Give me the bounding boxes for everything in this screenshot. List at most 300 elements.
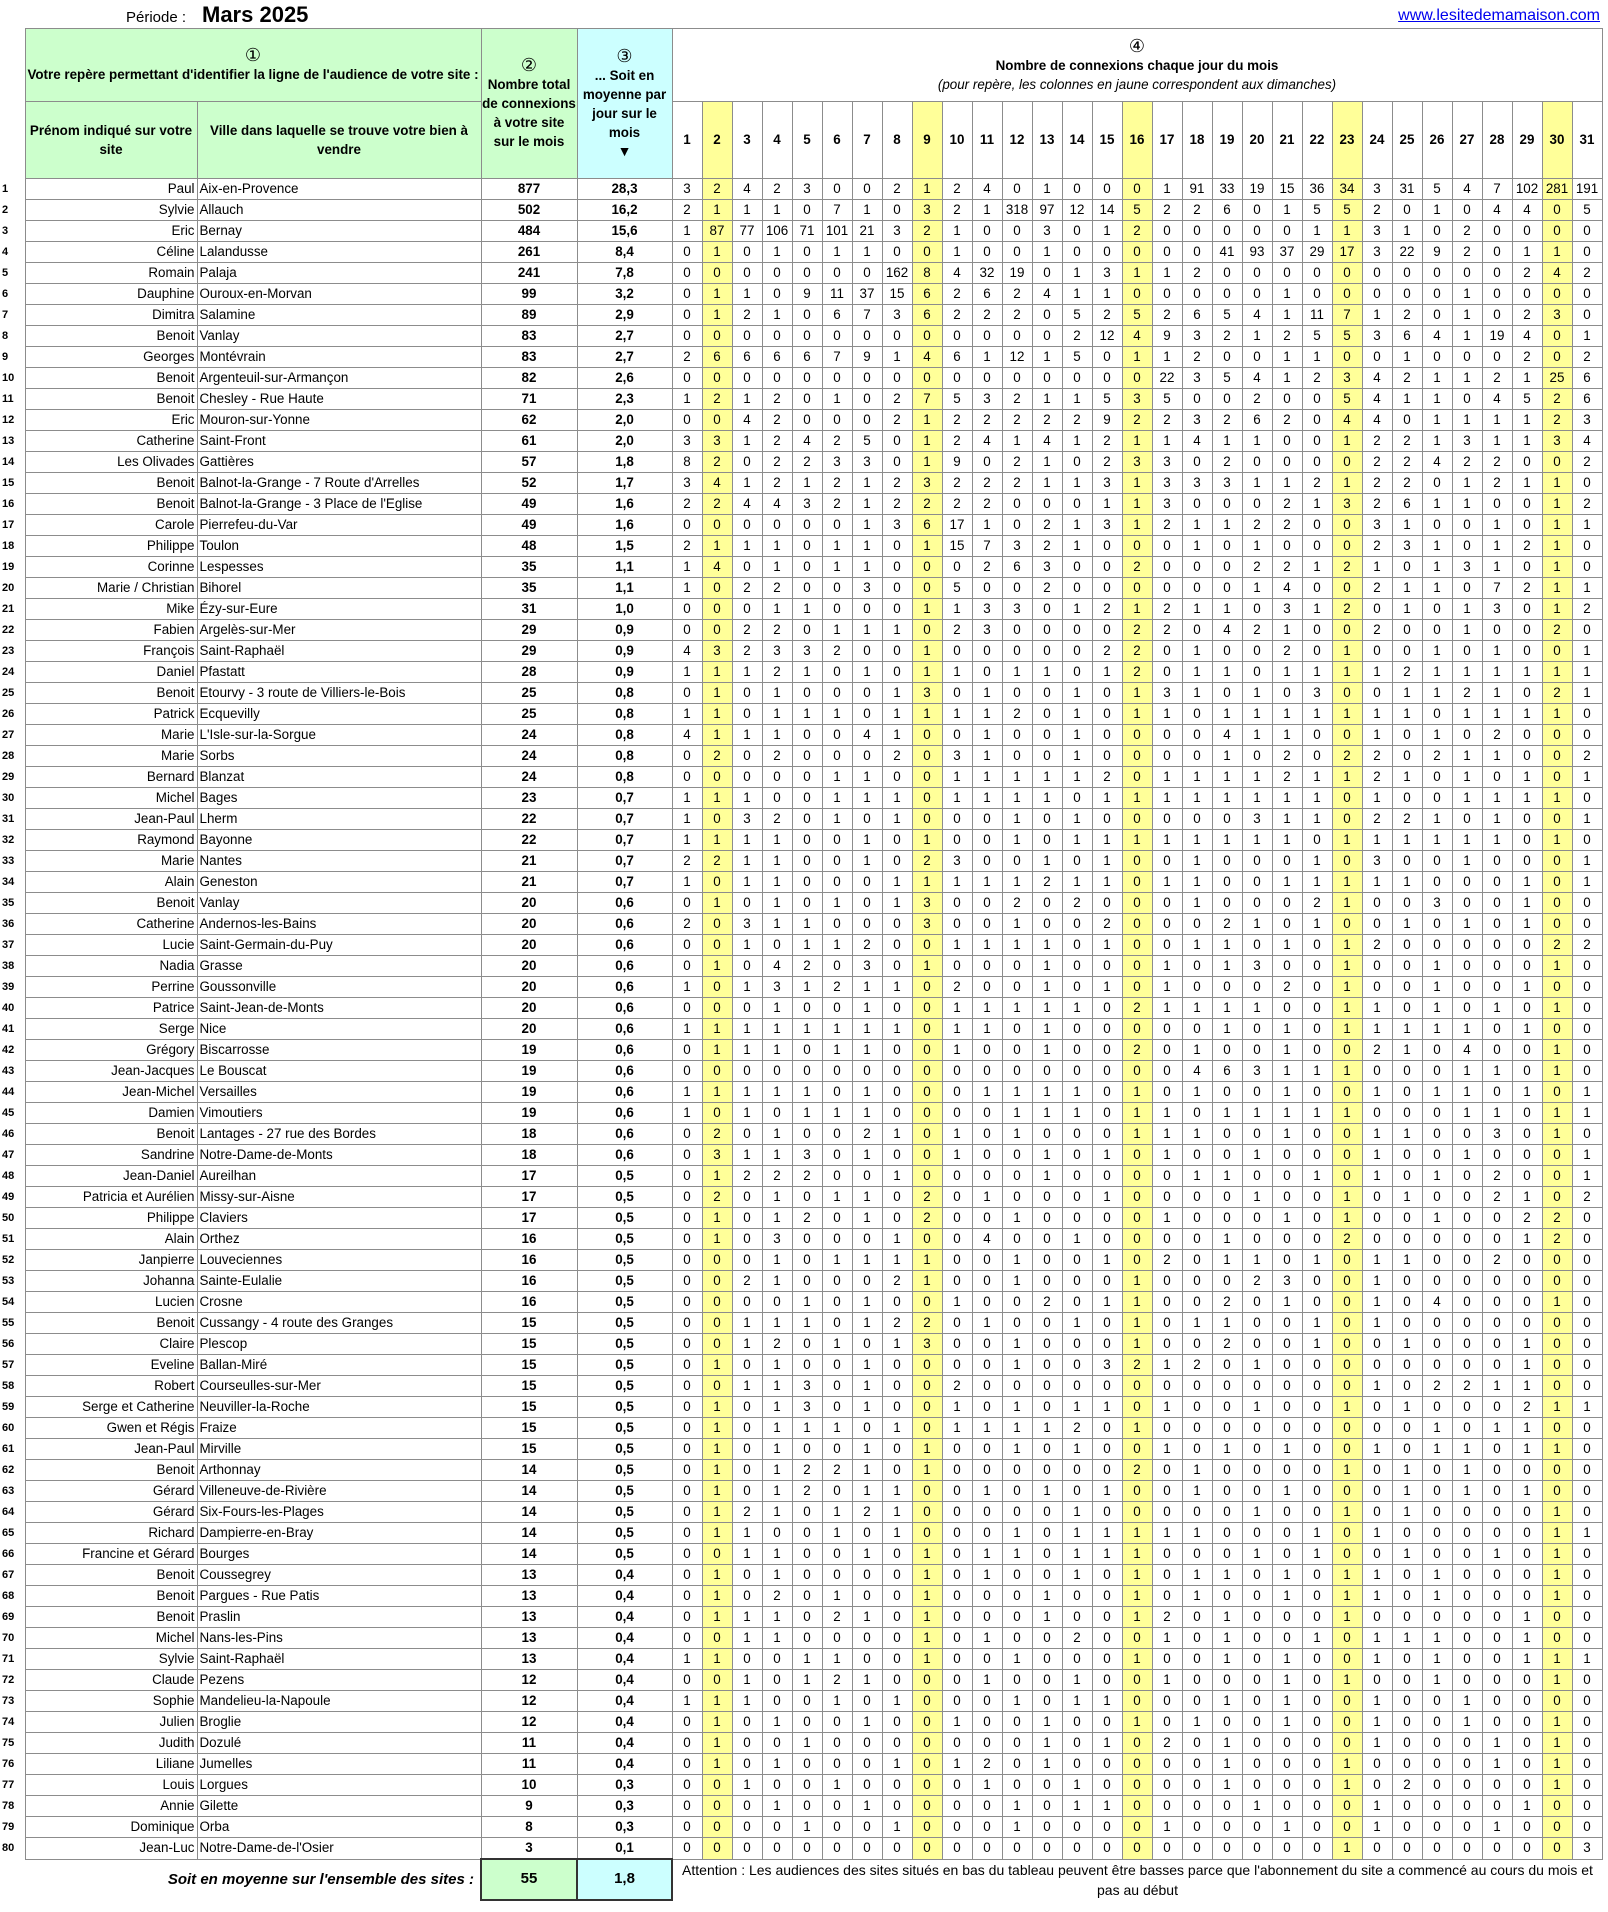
row-number: 42 [2,1044,15,1056]
day-cell: 0 [1272,1754,1302,1775]
city-cell: Etourvy - 3 route de Villiers-le-Bois [197,683,481,704]
average-cell: 0,3 [577,1775,672,1796]
day-cell: 1 [912,1628,942,1649]
day-cell: 0 [1002,1670,1032,1691]
day-cell: 0 [942,368,972,389]
row-number: 75 [2,1737,15,1749]
day-cell: 1 [1452,1103,1482,1124]
day-cell: 0 [1392,1271,1422,1292]
day-cell: 0 [1452,578,1482,599]
day-cell: 1 [1452,704,1482,725]
day-cell: 1 [1002,935,1032,956]
day-cell: 0 [1122,1481,1152,1502]
first-name-cell: Perrine [25,977,197,998]
day-cell: 0 [1332,1271,1362,1292]
day-cell: 1 [762,1565,792,1586]
day-cell: 0 [1302,1040,1332,1061]
day-cell: 0 [942,1208,972,1229]
day-cell: 0 [1032,494,1062,515]
day-cell: 0 [672,284,702,305]
day-cell: 0 [1452,1607,1482,1628]
day-cell: 0 [1422,704,1452,725]
day-cell: 0 [972,1607,1002,1628]
first-name-cell: Robert [25,1376,197,1397]
day-cell: 4 [1212,725,1242,746]
table-row [0,830,1602,851]
day-cell: 2 [1212,326,1242,347]
day-cell: 1 [972,998,1002,1019]
first-name-cell: Benoit [25,683,197,704]
day-cell: 0 [702,935,732,956]
day-cell: 1 [1062,767,1092,788]
day-cell: 0 [702,599,732,620]
day-cell: 1 [762,1145,792,1166]
average-cell: 0,5 [577,1229,672,1250]
day-cell: 3 [1362,179,1392,200]
first-name-cell: Fabien [25,620,197,641]
day-cell: 1 [762,200,792,221]
day-cell: 3 [1182,326,1212,347]
day-cell: 0 [1362,1460,1392,1481]
day-header-31: 31 [1572,102,1602,179]
day-cell: 0 [1392,725,1422,746]
day-cell: 0 [792,578,822,599]
day-cell: 0 [912,1502,942,1523]
day-cell: 0 [672,1712,702,1733]
day-cell: 0 [732,1208,762,1229]
day-cell: 0 [822,1565,852,1586]
day-cell: 2 [1332,557,1362,578]
day-cell: 1 [1362,1313,1392,1334]
day-cell: 1 [1002,914,1032,935]
table-row [0,1103,1602,1124]
day-cell: 1 [972,1544,1002,1565]
day-cell: 0 [732,326,762,347]
day-cell: 3 [732,809,762,830]
day-cell: 0 [1212,347,1242,368]
day-cell: 0 [1122,1796,1152,1817]
average-cell: 0,6 [577,935,672,956]
day-cell: 2 [942,977,972,998]
first-name-cell: Grégory [25,1040,197,1061]
day-cell: 1 [762,1124,792,1145]
day-cell: 0 [1032,1124,1062,1145]
day-cell: 1 [942,1754,972,1775]
footer-average-label: Soit en moyenne sur l'ensemble des sites : [167,1870,474,1888]
total-cell: 18 [481,1124,577,1145]
day-cell: 0 [1152,242,1182,263]
day-cell: 0 [1572,620,1602,641]
day-cell: 0 [852,1166,882,1187]
city-cell: Saint-Raphaël [197,1649,481,1670]
day-cell: 5 [1062,305,1092,326]
city-cell: Ézy-sur-Eure [197,599,481,620]
row-number: 21 [2,603,15,615]
row-number: 67 [2,1569,15,1581]
day-cell: 1 [1392,1628,1422,1649]
day-cell: 1 [1302,662,1332,683]
day-cell: 0 [1242,1166,1272,1187]
day-cell: 0 [1002,620,1032,641]
day-cell: 4 [762,956,792,977]
day-cell: 0 [672,1502,702,1523]
day-cell: 0 [1422,473,1452,494]
day-cell: 0 [822,1796,852,1817]
day-cell: 0 [1392,1418,1422,1439]
first-name-cell: Eric [25,221,197,242]
day-cell: 0 [1182,746,1212,767]
day-cell: 0 [1542,1460,1572,1481]
day-cell: 0 [1572,1796,1602,1817]
day-cell: 0 [1572,1754,1602,1775]
day-cell: 3 [912,1334,942,1355]
day-cell: 1 [1092,935,1122,956]
day-cell: 2 [972,473,1002,494]
day-cell: 1 [1032,1166,1062,1187]
row-number: 76 [2,1758,15,1770]
day-cell: 1 [822,536,852,557]
day-cell: 0 [1032,1670,1062,1691]
day-cell: 0 [1512,1145,1542,1166]
row-number: 15 [2,477,15,489]
day-cell: 0 [1272,1187,1302,1208]
first-name-cell: Alain [25,1229,197,1250]
day-cell: 0 [1032,1628,1062,1649]
day-cell: 2 [1092,452,1122,473]
day-cell: 0 [1512,515,1542,536]
city-cell: Lalandusse [197,242,481,263]
day-cell: 0 [972,1439,1002,1460]
day-cell: 0 [1422,1796,1452,1817]
row-number: 56 [2,1338,15,1350]
day-cell: 0 [1392,1586,1422,1607]
day-cell: 1 [1122,473,1152,494]
average-cell: 0,5 [577,1355,672,1376]
day-cell: 5 [1152,389,1182,410]
day-cell: 1 [852,662,882,683]
day-cell: 0 [792,1124,822,1145]
day-cell: 0 [1332,1376,1362,1397]
day-cell: 0 [732,1187,762,1208]
day-cell: 0 [732,1796,762,1817]
day-cell: 1 [1152,431,1182,452]
day-cell: 0 [972,1586,1002,1607]
day-cell: 0 [1302,1355,1332,1376]
day-cell: 1 [1362,1565,1392,1586]
day-cell: 0 [1002,515,1032,536]
day-cell: 0 [792,1544,822,1565]
day-cell: 0 [852,1334,882,1355]
day-cell: 2 [1572,935,1602,956]
day-cell: 0 [672,410,702,431]
day-cell: 1 [912,179,942,200]
day-cell: 3 [912,200,942,221]
day-cell: 1 [1152,179,1182,200]
day-cell: 0 [1092,1208,1122,1229]
day-cell: 1 [1122,494,1152,515]
day-cell: 1 [672,662,702,683]
day-cell: 0 [1182,1271,1212,1292]
day-cell: 0 [1212,1523,1242,1544]
day-cell: 0 [1332,1313,1362,1334]
city-cell: Grasse [197,956,481,977]
day-cell: 1 [1542,1712,1572,1733]
day-cell: 0 [972,956,1002,977]
day-cell: 0 [1032,1502,1062,1523]
day-cell: 1 [1332,767,1362,788]
day-cell: 2 [732,641,762,662]
day-cell: 2 [1242,620,1272,641]
day-cell: 0 [942,1691,972,1712]
day-cell: 0 [1482,221,1512,242]
day-cell: 0 [1152,284,1182,305]
day-cell: 0 [1572,1292,1602,1313]
day-cell: 0 [1182,1292,1212,1313]
day-cell: 1 [1482,788,1512,809]
day-cell: 1 [1062,1691,1092,1712]
day-cell: 0 [1332,1628,1362,1649]
total-cell: 15 [481,1418,577,1439]
day-cell: 1 [1212,935,1242,956]
day-cell: 0 [792,1796,822,1817]
day-cell: 2 [1152,305,1182,326]
day-cell: 0 [1122,893,1152,914]
day-cell: 1 [1272,347,1302,368]
day-cell: 1 [1152,1523,1182,1544]
day-cell: 0 [1422,1460,1452,1481]
day-cell: 0 [1392,1691,1422,1712]
day-cell: 0 [1062,788,1092,809]
day-cell: 0 [1182,1187,1212,1208]
day-cell: 2 [1482,1250,1512,1271]
day-cell: 0 [972,893,1002,914]
day-cell: 0 [882,1712,912,1733]
city-cell: Saint-Raphaël [197,641,481,662]
day-cell: 0 [732,1061,762,1082]
average-cell: 0,5 [577,1376,672,1397]
day-cell: 1 [852,977,882,998]
day-cell: 1 [1092,788,1122,809]
day-cell: 1 [1422,977,1452,998]
day-cell: 0 [1482,872,1512,893]
day-cell: 0 [1302,1796,1332,1817]
day-cell: 0 [972,641,1002,662]
day-cell: 2 [942,179,972,200]
day-cell: 0 [972,1796,1002,1817]
day-cell: 0 [1152,746,1182,767]
row-number: 24 [2,666,15,678]
day-cell: 1 [822,788,852,809]
day-cell: 0 [1452,1334,1482,1355]
day-cell: 0 [882,1670,912,1691]
day-cell: 1 [1452,326,1482,347]
total-cell: 24 [481,725,577,746]
average-cell: 2,7 [577,347,672,368]
day-cell: 1 [1182,851,1212,872]
day-cell: 4 [702,473,732,494]
day-cell: 0 [1332,1817,1362,1838]
day-cell: 1 [1422,1586,1452,1607]
day-cell: 2 [702,494,732,515]
day-cell: 6 [1212,200,1242,221]
day-cell: 1 [1392,683,1422,704]
day-cell: 1 [1542,1439,1572,1460]
city-cell: Geneston [197,872,481,893]
table-row [0,1208,1602,1229]
day-cell: 1 [1482,704,1512,725]
table-row [0,389,1602,410]
row-number: 49 [2,1191,15,1203]
day-cell: 0 [1092,704,1122,725]
day-cell: 1 [1062,515,1092,536]
day-cell: 1 [1482,1418,1512,1439]
day-cell: 3 [1332,494,1362,515]
day-cell: 1 [762,704,792,725]
footer-spacer [0,1859,25,1900]
day-cell: 0 [942,1523,972,1544]
day-cell: 1 [852,1187,882,1208]
day-cell: 1 [1362,998,1392,1019]
day-cell: 0 [1272,452,1302,473]
day-cell: 12 [1092,326,1122,347]
day-cell: 1 [1362,1439,1392,1460]
day-cell: 0 [1542,1082,1572,1103]
day-cell: 0 [672,1292,702,1313]
day-cell: 0 [1062,179,1092,200]
day-cell: 1 [852,1544,882,1565]
day-cell: 0 [1362,263,1392,284]
day-cell: 0 [1512,998,1542,1019]
day-cell: 1 [1092,830,1122,851]
day-cell: 0 [882,1628,912,1649]
day-cell: 1 [702,1040,732,1061]
total-cell: 20 [481,893,577,914]
day-cell: 1 [852,1607,882,1628]
day-cell: 0 [1182,452,1212,473]
day-cell: 2 [942,620,972,641]
total-cell: 14 [481,1544,577,1565]
day-cell: 1 [1032,1586,1062,1607]
day-cell: 1 [1332,431,1362,452]
city-cell: Salamine [197,305,481,326]
day-cell: 7 [972,536,1002,557]
day-cell: 3 [822,452,852,473]
day-cell: 0 [1362,914,1392,935]
day-cell: 0 [1452,1313,1482,1334]
day-cell: 0 [1392,956,1422,977]
day-cell: 1 [1422,200,1452,221]
day-cell: 3 [1032,557,1062,578]
day-cell: 1 [762,851,792,872]
day-cell: 0 [852,1418,882,1439]
table-row [0,515,1602,536]
day-cell: 0 [1152,1292,1182,1313]
day-cell: 0 [1452,1229,1482,1250]
average-cell: 2,6 [577,368,672,389]
day-cell: 2 [912,851,942,872]
day-cell: 0 [1542,977,1572,998]
table-row [0,221,1602,242]
header-repere [25,29,481,102]
day-cell: 3 [1032,221,1062,242]
day-cell: 0 [1242,1439,1272,1460]
day-cell: 19 [1482,326,1512,347]
day-cell: 0 [1422,914,1452,935]
table-row [0,935,1602,956]
day-cell: 0 [912,1733,942,1754]
day-cell: 1 [1332,1607,1362,1628]
table-row [0,767,1602,788]
day-cell: 1 [762,1502,792,1523]
day-cell: 0 [1092,557,1122,578]
day-cell: 0 [1182,725,1212,746]
day-cell: 0 [1242,662,1272,683]
table-row [0,1775,1602,1796]
day-cell: 1 [1332,1670,1362,1691]
day-cell: 3 [1002,536,1032,557]
day-cell: 0 [672,1607,702,1628]
day-cell: 0 [1512,641,1542,662]
day-cell: 1 [1272,1040,1302,1061]
day-cell: 1 [702,683,732,704]
day-cell: 1 [972,683,1002,704]
city-cell: Lespesses [197,557,481,578]
day-cell: 0 [1272,1145,1302,1166]
day-cell: 2 [762,620,792,641]
site-link[interactable]: www.lesitedemamaison.com [1398,7,1600,24]
day-cell: 0 [1542,221,1572,242]
day-cell: 0 [732,1481,762,1502]
table-row [0,1817,1602,1838]
day-cell: 1 [1212,515,1242,536]
day-cell: 0 [792,1355,822,1376]
day-cell: 0 [762,1061,792,1082]
day-cell: 1 [1092,1397,1122,1418]
day-cell: 0 [1002,1838,1032,1860]
day-cell: 0 [942,725,972,746]
city-cell: Villeneuve-de-Rivière [197,1481,481,1502]
day-header-27: 27 [1452,102,1482,179]
row-number: 51 [2,1233,15,1245]
day-cell: 1 [1452,1691,1482,1712]
day-cell: 0 [1512,1544,1542,1565]
row-number: 74 [2,1716,15,1728]
day-cell: 0 [1422,1313,1452,1334]
day-cell: 12 [1002,347,1032,368]
day-cell: 0 [1032,893,1062,914]
day-cell: 0 [1302,1502,1332,1523]
day-cell: 0 [1452,263,1482,284]
day-cell: 0 [942,893,972,914]
day-cell: 0 [942,1439,972,1460]
day-cell: 0 [732,893,762,914]
day-cell: 1 [852,767,882,788]
day-cell: 1 [1422,1166,1452,1187]
average-cell: 0,6 [577,1061,672,1082]
average-cell: 8,4 [577,242,672,263]
day-cell: 6 [972,284,1002,305]
day-cell: 0 [732,746,762,767]
day-cell: 0 [1572,1775,1602,1796]
day-header-1: 1 [672,102,702,179]
row-number: 18 [2,540,15,552]
day-cell: 1 [1062,284,1092,305]
day-cell: 0 [792,746,822,767]
day-cell: 1 [912,410,942,431]
city-cell: Bayonne [197,830,481,851]
average-cell: 0,9 [577,641,672,662]
day-cell: 0 [942,1229,972,1250]
